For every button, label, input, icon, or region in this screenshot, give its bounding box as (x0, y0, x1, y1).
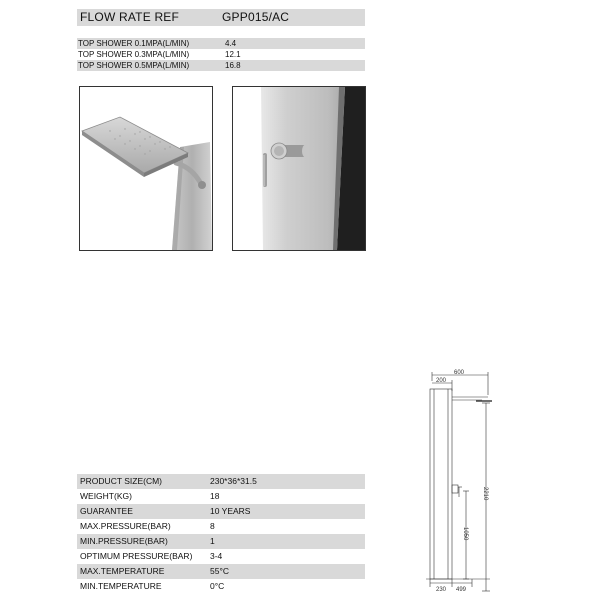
flow-rate-ref-label: FLOW RATE REF (80, 10, 180, 24)
dim-top-total: 600 (454, 370, 465, 376)
dim-base-panel: 230 (436, 587, 447, 593)
flow-rate-table (77, 38, 365, 71)
spec-label: OPTIMUM PRESSURE(BAR) (80, 551, 193, 561)
dim-base-offset: 499 (456, 587, 467, 593)
model-number: GPP015/AC (222, 10, 290, 24)
spec-label: MAX.PRESSURE(BAR) (80, 521, 171, 531)
spec-row (77, 504, 365, 519)
valve-image (233, 87, 365, 250)
specs-table (77, 474, 365, 594)
spec-row (77, 579, 365, 594)
spec-value: 230*36*31.5 (210, 476, 257, 486)
spec-label: WEIGHT(KG) (80, 491, 132, 501)
flow-value: 4.4 (225, 39, 237, 48)
dim-top-panel: 200 (436, 378, 447, 384)
flow-row (77, 38, 365, 49)
technical-drawing (412, 367, 522, 595)
spec-row (77, 564, 365, 579)
flow-label: TOP SHOWER 0.5MPA(L/MIN) (78, 61, 190, 70)
flow-label: TOP SHOWER 0.1MPA(L/MIN) (78, 39, 190, 48)
flow-row (77, 49, 365, 60)
flow-row (77, 60, 365, 71)
flow-value: 16.8 (225, 61, 241, 70)
spec-value: 55°C (210, 566, 229, 576)
spec-row (77, 519, 365, 534)
flow-rate-header (77, 9, 365, 26)
spec-value: 3-4 (210, 551, 223, 561)
flow-value: 12.1 (225, 50, 241, 59)
dim-valve: 1050 (462, 527, 468, 541)
shower-head-photo (79, 86, 213, 251)
spec-label: MIN.PRESSURE(BAR) (80, 536, 168, 546)
spec-label: PRODUCT SIZE(CM) (80, 476, 163, 486)
spec-value: 8 (210, 521, 215, 531)
spec-label: MAX.TEMPERATURE (80, 566, 165, 576)
spec-value: 1 (210, 536, 215, 546)
spec-row (77, 549, 365, 564)
dimension-drawing (412, 367, 522, 595)
spec-row (77, 474, 365, 489)
flow-label: TOP SHOWER 0.3MPA(L/MIN) (78, 50, 190, 59)
spec-row (77, 489, 365, 504)
dim-height: 2210 (482, 487, 488, 501)
spec-row (77, 534, 365, 549)
spec-value: 0°C (210, 581, 225, 591)
shower-head-image (80, 87, 212, 250)
spec-label: GUARANTEE (80, 506, 133, 516)
spec-label: MIN.TEMPERATURE (80, 581, 162, 591)
spec-value: 18 (210, 491, 220, 501)
valve-photo (232, 86, 366, 251)
spec-value: 10 YEARS (210, 506, 251, 516)
